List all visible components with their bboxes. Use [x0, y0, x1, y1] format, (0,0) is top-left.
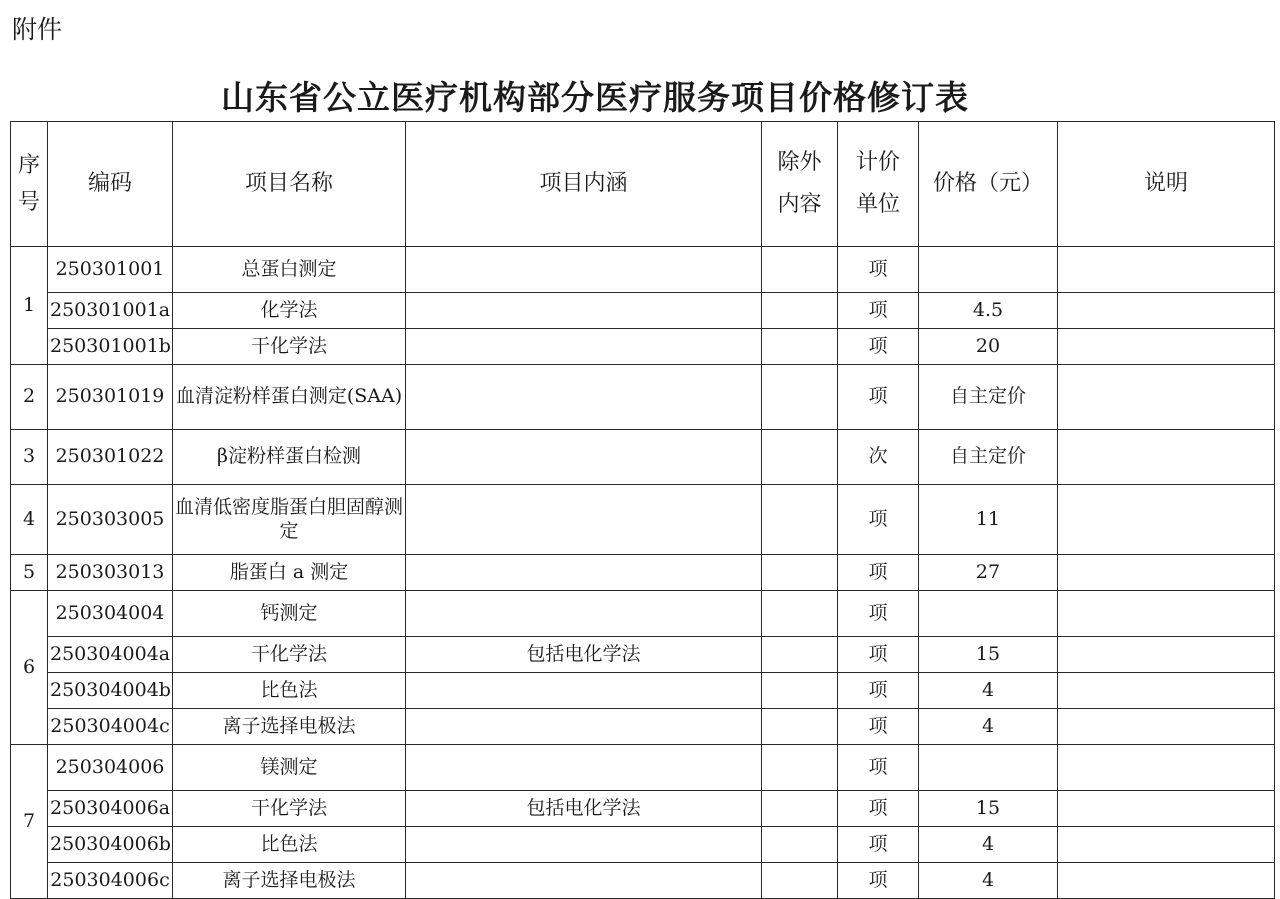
unit-cell: 项 — [838, 485, 919, 555]
unit-cell: 项 — [838, 329, 919, 365]
excluded-cell — [762, 293, 838, 329]
code-cell: 250304006b — [48, 827, 173, 863]
table-row — [11, 673, 1275, 709]
table-body — [11, 247, 1275, 899]
unit-cell: 项 — [838, 365, 919, 430]
name-cell: 比色法 — [173, 827, 406, 863]
price-cell: 4 — [919, 863, 1058, 899]
header-note: 说明 — [1058, 122, 1275, 247]
table-row — [11, 485, 1275, 555]
code-cell: 250304006 — [48, 745, 173, 791]
excluded-cell — [762, 827, 838, 863]
table-row — [11, 430, 1275, 485]
name-cell: 钙测定 — [173, 591, 406, 637]
code-cell: 250304004b — [48, 673, 173, 709]
note-cell — [1058, 365, 1275, 430]
content-cell — [406, 709, 762, 745]
content-cell — [406, 365, 762, 430]
excluded-cell — [762, 673, 838, 709]
seq-cell: 2 — [11, 365, 48, 430]
content-cell — [406, 485, 762, 555]
unit-cell: 项 — [838, 791, 919, 827]
seq-cell: 4 — [11, 485, 48, 555]
name-cell: 化学法 — [173, 293, 406, 329]
table-row — [11, 709, 1275, 745]
content-cell — [406, 555, 762, 591]
content-cell — [406, 247, 762, 293]
price-cell — [919, 745, 1058, 791]
price-cell: 4 — [919, 827, 1058, 863]
table-row — [11, 247, 1275, 293]
header-content: 项目内涵 — [406, 122, 762, 247]
unit-cell: 项 — [838, 637, 919, 673]
seq-cell: 6 — [11, 591, 48, 745]
note-cell — [1058, 591, 1275, 637]
excluded-cell — [762, 430, 838, 485]
code-cell: 250301001a — [48, 293, 173, 329]
code-cell: 250303005 — [48, 485, 173, 555]
header-code: 编码 — [48, 122, 173, 247]
code-cell: 250301022 — [48, 430, 173, 485]
name-cell: 总蛋白测定 — [173, 247, 406, 293]
note-cell — [1058, 673, 1275, 709]
table-row — [11, 863, 1275, 899]
excluded-cell — [762, 591, 838, 637]
table-row — [11, 637, 1275, 673]
price-cell: 11 — [919, 485, 1058, 555]
seq-cell: 1 — [11, 247, 48, 365]
price-cell: 4 — [919, 709, 1058, 745]
note-cell — [1058, 863, 1275, 899]
table-row — [11, 745, 1275, 791]
table-row — [11, 827, 1275, 863]
price-cell: 4 — [919, 673, 1058, 709]
excluded-cell — [762, 791, 838, 827]
name-cell: 离子选择电极法 — [173, 709, 406, 745]
excluded-cell — [762, 247, 838, 293]
note-cell — [1058, 293, 1275, 329]
unit-cell: 项 — [838, 293, 919, 329]
excluded-cell — [762, 555, 838, 591]
name-cell: 比色法 — [173, 673, 406, 709]
unit-cell: 项 — [838, 709, 919, 745]
unit-cell: 项 — [838, 827, 919, 863]
unit-cell: 项 — [838, 863, 919, 899]
unit-cell: 次 — [838, 430, 919, 485]
note-cell — [1058, 329, 1275, 365]
price-cell: 自主定价 — [919, 365, 1058, 430]
unit-cell: 项 — [838, 745, 919, 791]
table-row — [11, 365, 1275, 430]
content-cell — [406, 863, 762, 899]
unit-cell: 项 — [838, 591, 919, 637]
name-cell: 干化学法 — [173, 791, 406, 827]
excluded-cell — [762, 329, 838, 365]
header-name: 项目名称 — [173, 122, 406, 247]
seq-cell: 5 — [11, 555, 48, 591]
content-cell: 包括电化学法 — [406, 791, 762, 827]
note-cell — [1058, 485, 1275, 555]
note-cell — [1058, 827, 1275, 863]
name-cell: 血清淀粉样蛋白测定(SAA) — [173, 365, 406, 430]
table-row — [11, 555, 1275, 591]
name-cell: 干化学法 — [173, 329, 406, 365]
unit-cell: 项 — [838, 673, 919, 709]
name-cell: β淀粉样蛋白检测 — [173, 430, 406, 485]
header-price: 价格（元） — [919, 122, 1058, 247]
name-cell: 干化学法 — [173, 637, 406, 673]
price-cell — [919, 591, 1058, 637]
price-cell: 4.5 — [919, 293, 1058, 329]
note-cell — [1058, 555, 1275, 591]
code-cell: 250303013 — [48, 555, 173, 591]
name-cell: 离子选择电极法 — [173, 863, 406, 899]
note-cell — [1058, 247, 1275, 293]
content-cell — [406, 673, 762, 709]
name-cell: 镁测定 — [173, 745, 406, 791]
excluded-cell — [762, 863, 838, 899]
note-cell — [1058, 637, 1275, 673]
price-cell: 20 — [919, 329, 1058, 365]
name-cell: 血清低密度脂蛋白胆固醇测定 — [173, 485, 406, 555]
excluded-cell — [762, 485, 838, 555]
excluded-cell — [762, 745, 838, 791]
price-cell — [919, 247, 1058, 293]
excluded-cell — [762, 709, 838, 745]
table-row — [11, 293, 1275, 329]
attachment-label: 附件 — [12, 15, 63, 44]
table-row — [11, 329, 1275, 365]
price-cell: 27 — [919, 555, 1058, 591]
seq-cell: 3 — [11, 430, 48, 485]
content-cell — [406, 293, 762, 329]
code-cell: 250301001 — [48, 247, 173, 293]
code-cell: 250304006a — [48, 791, 173, 827]
unit-cell: 项 — [838, 555, 919, 591]
price-cell: 15 — [919, 637, 1058, 673]
header-excluded: 除外内容 — [762, 122, 838, 247]
content-cell — [406, 745, 762, 791]
name-cell: 脂蛋白 a 测定 — [173, 555, 406, 591]
excluded-cell — [762, 637, 838, 673]
note-cell — [1058, 430, 1275, 485]
price-table — [10, 121, 1275, 899]
code-cell: 250304004a — [48, 637, 173, 673]
note-cell — [1058, 791, 1275, 827]
table-header-row — [11, 122, 1275, 247]
code-cell: 250301001b — [48, 329, 173, 365]
code-cell: 250304004 — [48, 591, 173, 637]
code-cell: 250304004c — [48, 709, 173, 745]
content-cell — [406, 430, 762, 485]
header-seq: 序号 — [11, 122, 48, 247]
content-cell — [406, 329, 762, 365]
unit-cell: 项 — [838, 247, 919, 293]
code-cell: 250301019 — [48, 365, 173, 430]
header-unit: 计价单位 — [838, 122, 919, 247]
content-cell — [406, 827, 762, 863]
table-row — [11, 791, 1275, 827]
seq-cell: 7 — [11, 745, 48, 899]
price-cell: 15 — [919, 791, 1058, 827]
note-cell — [1058, 709, 1275, 745]
document-title: 山东省公立医疗机构部分医疗服务项目价格修订表 — [221, 78, 969, 117]
price-cell: 自主定价 — [919, 430, 1058, 485]
code-cell: 250304006c — [48, 863, 173, 899]
excluded-cell — [762, 365, 838, 430]
content-cell: 包括电化学法 — [406, 637, 762, 673]
table-row — [11, 591, 1275, 637]
content-cell — [406, 591, 762, 637]
note-cell — [1058, 745, 1275, 791]
